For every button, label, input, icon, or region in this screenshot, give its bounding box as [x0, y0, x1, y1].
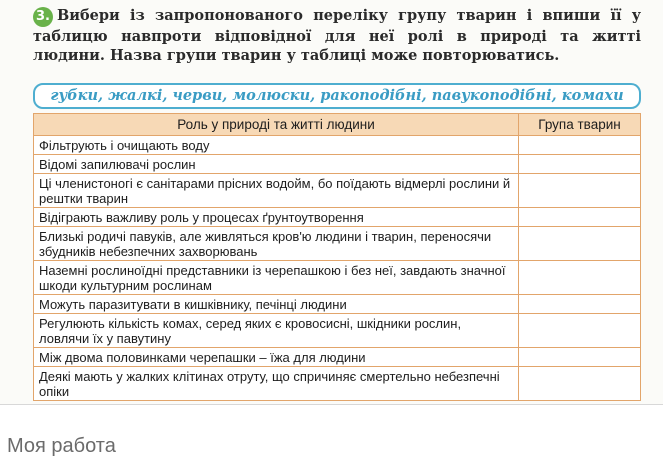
role-cell: Відомі запилювачі рослин: [34, 155, 519, 174]
group-answer-cell[interactable]: [519, 136, 641, 155]
group-answer-cell[interactable]: [519, 261, 641, 295]
group-answer-cell[interactable]: [519, 208, 641, 227]
header-group: Група тварин: [519, 114, 641, 136]
table-row: [34, 174, 641, 208]
role-cell: Можуть паразитувати в кишківнику, печінці людини: [34, 295, 519, 314]
group-answer-cell[interactable]: [519, 314, 641, 348]
group-answer-cell[interactable]: [519, 155, 641, 174]
table-header-row: [34, 114, 641, 136]
role-cell: Ці членистоногі є санітарами прісних водойм, бо поїдають відмерлі рослини й рештки тварин: [34, 174, 519, 208]
table-row: [34, 348, 641, 367]
table-row: [34, 208, 641, 227]
task-text: Вибери із запропонованого переліку групу тварин і впиши її у таблицю навпроти відповідної для неї ролі в природі та житті людини. Назва групи тварин у таблиці може повторюватись.: [33, 7, 641, 64]
task-instruction: [33, 6, 641, 65]
group-answer-cell[interactable]: [519, 227, 641, 261]
role-cell: Між двома половинками черепашки – їжа для людини: [34, 348, 519, 367]
table-row: [34, 136, 641, 155]
divider: [0, 404, 663, 405]
role-cell: Регулюють кількість комах, серед яких є кровосисні, шкідники рослин, ловлячи їх у павутину: [34, 314, 519, 348]
group-answer-cell[interactable]: [519, 174, 641, 208]
group-answer-cell[interactable]: [519, 348, 641, 367]
group-answer-cell[interactable]: [519, 295, 641, 314]
role-cell: Близькі родичі павуків, але живляться кров'ю людини і тварин, переносячи збудників небезпечних захворювань: [34, 227, 519, 261]
role-cell: Фільтрують і очищають воду: [34, 136, 519, 155]
table-row: [34, 261, 641, 295]
role-cell: Відіграють важливу роль у процесах ґрунтоутворення: [34, 208, 519, 227]
role-cell: Деякі мають у жалких клітинах отруту, що спричиняє смертельно небезпечні опіки: [34, 367, 519, 401]
table-row: [34, 295, 641, 314]
animal-groups-list: губки, жалкі, черви, молюски, ракоподібні, павукоподібні, комахи: [33, 83, 641, 109]
my-work-label: Моя работа: [7, 435, 116, 457]
header-role: Роль у природі та житті людини: [34, 114, 519, 136]
table-row: [34, 155, 641, 174]
table-row: [34, 367, 641, 401]
role-cell: Наземні рослиноїдні представники із черепашкою і без неї, завдають значної шкоди культурним рослинам: [34, 261, 519, 295]
table-row: [34, 227, 641, 261]
group-answer-cell[interactable]: [519, 367, 641, 401]
table-row: [34, 314, 641, 348]
task-number-badge: 3.: [33, 7, 53, 27]
roles-table: [33, 113, 641, 401]
